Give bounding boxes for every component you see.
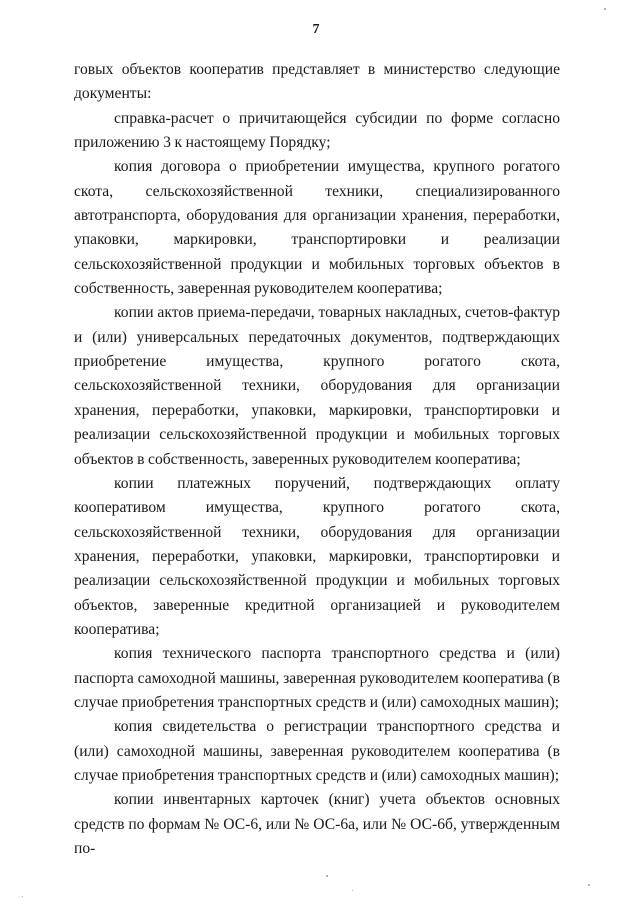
paragraph-documents-intro: говых объектов кооператив представляет в министерство следующие документы: [74,61,560,103]
paragraph-payment-orders-copies: копии платежных поручений, подтверждающих оплату кооперативом имущества, крупного рогатого скота, сельскохозяйственной техники, оборудования для организации хранения, переработки, упаковки, маркировки, транспортировки и реализации сельскохозяйственной продукции и мобильных торговых объектов, заверенные кредитной организацией и руководителем кооператива; [74,474,560,638]
document-body [74,58,560,861]
page-number: 7 [312,22,320,37]
paragraph-subsidy-calculation: справка-расчет о причитающейся субсидии по форме согласно приложению 3 к настоящему Порядку; [74,109,560,152]
scan-artifact [604,8,606,10]
scan-artifact [588,884,590,886]
paragraph-transfer-acts-copies: копии актов приема-передачи, товарных накладных, счетов-фактур и (или) универсальных передаточных документов, подтверждающих приобретение имущества, крупного рогатого скота, сельскохозяйственной техники, оборудования для организации хранения, переработки, упаковки, маркировки, транспортировки и реализации сельскохозяйственной продукции и мобильных торговых объектов в собственность, заверенных руководителем кооператива; [74,304,560,468]
paragraph-purchase-contract-copy: копия договора о приобретении имущества, крупного рогатого скота, сельскохозяйственной техники, специализированного автотранспорта, оборудования для организации хранения, переработки, упаковки, маркировки, транспортировки и реализации сельскохозяйственной продукции и мобильных торговых объектов в собственность, заверенная руководителем кооператива; [74,158,560,298]
scan-artifact [352,890,353,891]
scan-artifact [326,875,328,877]
paragraph-inventory-cards-copies: копии инвентарных карточек (книг) учета объектов основных средств по формам № ОС-6, или № ОС-6а, или № ОС-6б, утвержденным по- [74,791,560,857]
paragraph-vehicle-passport-copy: копия технического паспорта транспортного средства и (или) паспорта самоходной машины, заверенная руководителем кооператива (в случае приобретения транспортных средств и (или) самоходных машин); [74,645,560,711]
paragraph-registration-certificate-copy: копия свидетельства о регистрации транспортного средства и (или) самоходной машины, заверенная руководителем кооператива (в случае приобретения транспортных средств и (или) самоходных машин); [74,718,560,784]
scan-artifact [22,896,23,897]
